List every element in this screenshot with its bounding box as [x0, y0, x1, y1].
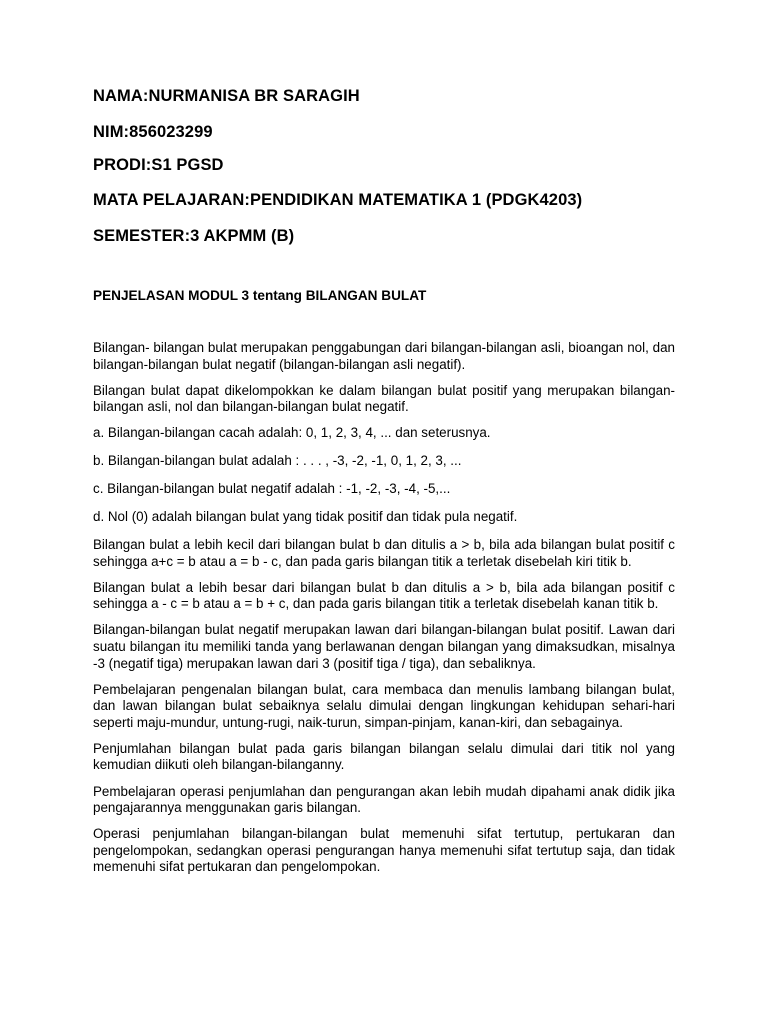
- section-title: PENJELASAN MODUL 3 tentang BILANGAN BULAT: [93, 288, 427, 303]
- list-item-c: c. Bilangan-bilangan bulat negatif adalah : -1, -2, -3, -4, -5,...: [93, 481, 451, 497]
- list-item-a: a. Bilangan-bilangan cacah adalah: 0, 1, 2, 3, 4, ... dan seterusnya.: [93, 425, 491, 441]
- student-nim: NIM:856023299: [93, 123, 213, 141]
- paragraph-grouping: Bilangan bulat dapat dikelompokkan ke dalam bilangan bulat positif yang merupakan bilangan-bilangan asli, nol dan bilangan-bilangan bulat negatif.: [93, 382, 675, 415]
- course-name: MATA PELAJARAN:PENDIDIKAN MATEMATIKA 1 (PDGK4203): [93, 191, 583, 209]
- paragraph-definition: Bilangan- bilangan bulat merupakan penggabungan dari bilangan-bilangan asli, bioangan nol, dan bilangan-bilangan bulat negatif (bilangan-bilangan asli negatif).: [93, 340, 675, 372]
- paragraph-properties: Operasi penjumlahan bilangan-bilangan bulat memenuhi sifat tertutup, pertukaran dan pengelompokan, sedangkan operasi pengurangan hanya memenuhi sifat tertutup saja, dan tidak memenuhi sifat pertukaran dan pengelompokan.: [93, 826, 675, 875]
- student-name: NAMA:NURMANISA BR SARAGIH: [93, 87, 360, 105]
- paragraph-greater-than: Bilangan bulat a lebih besar dari bilangan bulat b dan ditulis a > b, bila ada bilangan positif c sehingga a - c = b atau a = b + c, dan pada garis bilangan titik a terletak disebelah kanan titik b.: [93, 579, 675, 612]
- paragraph-learning-intro: Pembelajaran pengenalan bilangan bulat, cara membaca dan menulis lambang bilangan bulat, dan lawan bilangan bulat sebaiknya selalu dimulai dengan lingkungan kehidupan sehari-hari seperti maju-mundur, untung-rugi, naik-turun, simpan-pinjam, kanan-kiri, dan sebagainya.: [93, 681, 675, 730]
- paragraph-addition-number-line: Penjumlahan bilangan bulat pada garis bilangan bilangan selalu dimulai dari titik nol yang kemudian diikuti oleh bilangan-bilanganny.: [93, 740, 675, 773]
- paragraph-operations-learning: Pembelajaran operasi penjumlahan dan pengurangan akan lebih mudah dipahami anak didik jika pengajarannya menggunakan garis bilangan.: [93, 783, 675, 816]
- list-item-b: b. Bilangan-bilangan bulat adalah : . . . , -3, -2, -1, 0, 1, 2, 3, ...: [93, 453, 462, 469]
- paragraph-opposites: Bilangan-bilangan bulat negatif merupakan lawan dari bilangan-bilangan bulat positif. Lawan dari suatu bilangan itu memiliki tanda yang berlawanan dengan bilangan yang dimaksudkan, misalnya -3 (negatif tiga) merupakan lawan dari 3 (positif tiga / tiga), dan sebaliknya.: [93, 622, 675, 671]
- study-program: PRODI:S1 PGSD: [93, 156, 224, 174]
- list-item-d: d. Nol (0) adalah bilangan bulat yang tidak positif dan tidak pula negatif.: [93, 509, 518, 525]
- paragraph-less-than: Bilangan bulat a lebih kecil dari bilangan bulat b dan ditulis a > b, bila ada bilangan bulat positif c sehingga a+c = b atau a = b - c, dan pada garis bilangan titik a terletak disebelah kiri titik b.: [93, 536, 675, 569]
- semester: SEMESTER:3 AKPMM (B): [93, 227, 295, 245]
- body-text: [93, 340, 675, 886]
